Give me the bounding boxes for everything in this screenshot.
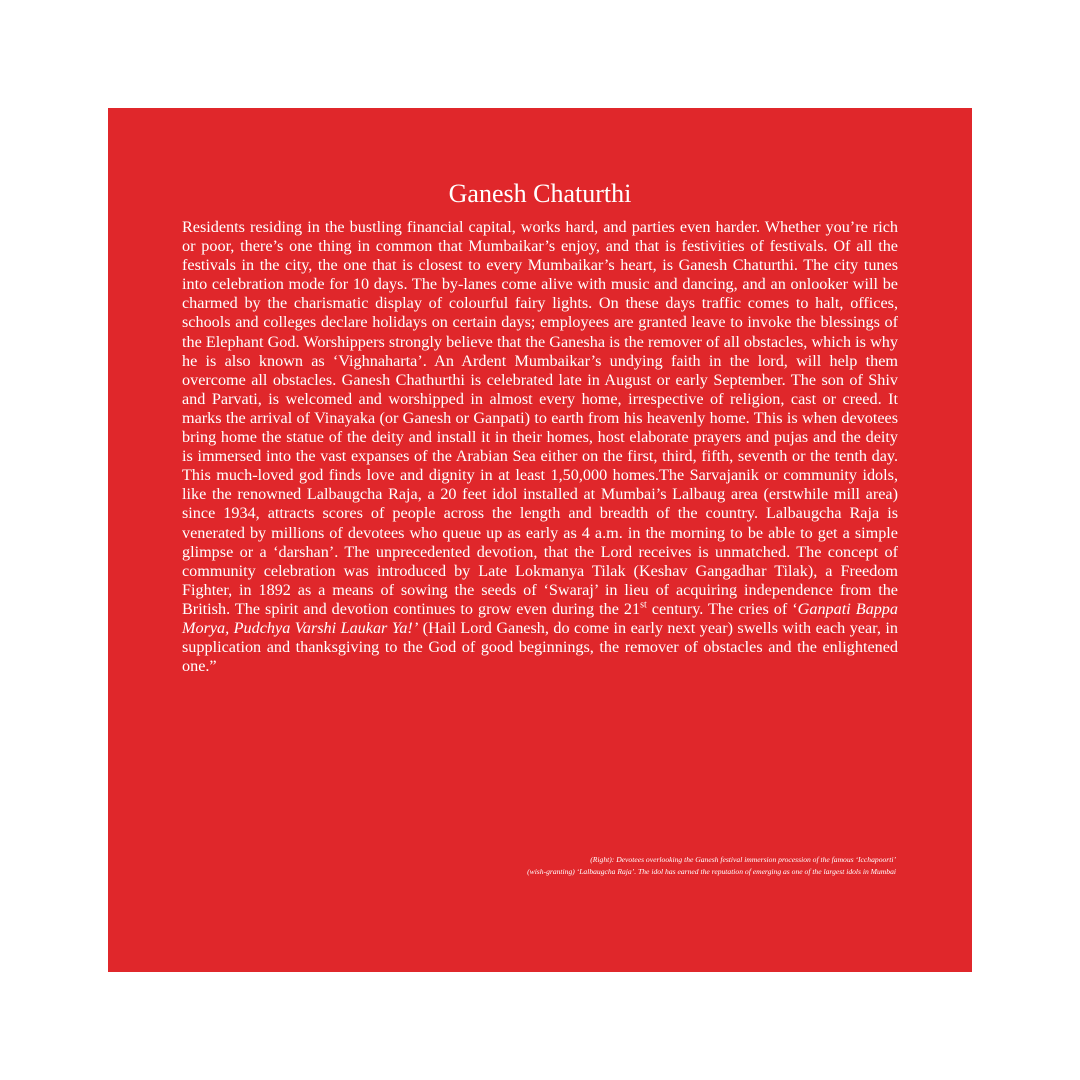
caption-line-1: (Right): Devotees overlooking the Ganesh festival immersion procession of the famous ‘Icchapoorti’	[590, 855, 896, 864]
article-body-chant: Ganpati Bappa Morya, Pudchya Varshi Laukar Ya!’	[182, 599, 898, 637]
article-body-part-1: Residents residing in the bustling financial capital, works hard, and parties even harder. Whether you’re rich or poor, there’s one thing in common that Mumbaikar’s enjoy, and that is festivities of festivals. Of all the festivals in the city, the one that is closest to every Mumbaikar’s heart, is Ganesh Chaturthi. The city tunes into celebration mode for 10 days. The by-lanes come alive with music and dancing, and an onlooker will be charmed by the charismatic display of colourful fairy lights. On these days traffic comes to halt, offices, schools and colleges declare holidays on certain days; employees are granted leave to invoke the blessings of the Elephant God. Worshippers strongly believe that the Ganesha is the remover of all obstacles, which is why he is also known as ‘Vighnaharta’. An Ardent Mumbaikar’s undying faith in the lord, will help them overcome all obstacles. Ganesh Chathurthi is celebrated late in August or early September. The son of Shiv and Parvati, is welcomed and worshipped in almost every home, irrespective of religion, cast or creed. It marks the arrival of Vinayaka (or Ganesh or Ganpati) to earth from his heavenly home. This is when devotees bring home the statue of the deity and install it in their homes, host elaborate prayers and pujas and the deity is immersed into the vast expanses of the Arabian Sea either on the first, third, fifth, seventh or the tenth day. This much-loved god finds love and dignity in at least 1,50,000 homes.The Sarvajanik or community idols, like the renowned Lalbaugcha Raja, a 20 feet idol installed at Mumbai’s Lalbaug area (erstwhile mill area) since 1934, attracts scores of people across the length and breadth of the country. Lalbaugcha Raja is venerated by millions of devotees who queue up as early as 4 a.m. in the morning to be able to get a simple glimpse or a ‘darshan’. The unprecedented devotion, that the Lord receives is unmatched. The concept of community celebration was introduced by Late Lokmanya Tilak (Keshav Gangadhar Tilak), a Freedom Fighter, in 1892 as a means of sowing the seeds of ‘Swaraj’ in lieu of acquiring independence from the British. The spirit and devotion continues to grow even during the 21	[182, 218, 898, 618]
red-article-panel	[108, 108, 972, 972]
photo-caption	[408, 854, 896, 878]
article-title: Ganesh Chaturthi	[448, 179, 632, 208]
article-body-part-3: (Hail Lord Ganesh, do come in early next year) swells with each year, in supplication and thanksgiving to the God of good beginnings, the remover of obstacles and the enlightened one.”	[182, 618, 899, 676]
caption-line-2: (wish-granting) ‘Lalbaugcha Raja’. The idol has earned the reputation of emerging as one of the largest idols in Mumbai	[527, 867, 896, 876]
article-body-part-2: century. The cries of ‘	[646, 599, 798, 618]
ordinal-superscript: st	[640, 599, 647, 611]
article-body	[182, 218, 898, 676]
